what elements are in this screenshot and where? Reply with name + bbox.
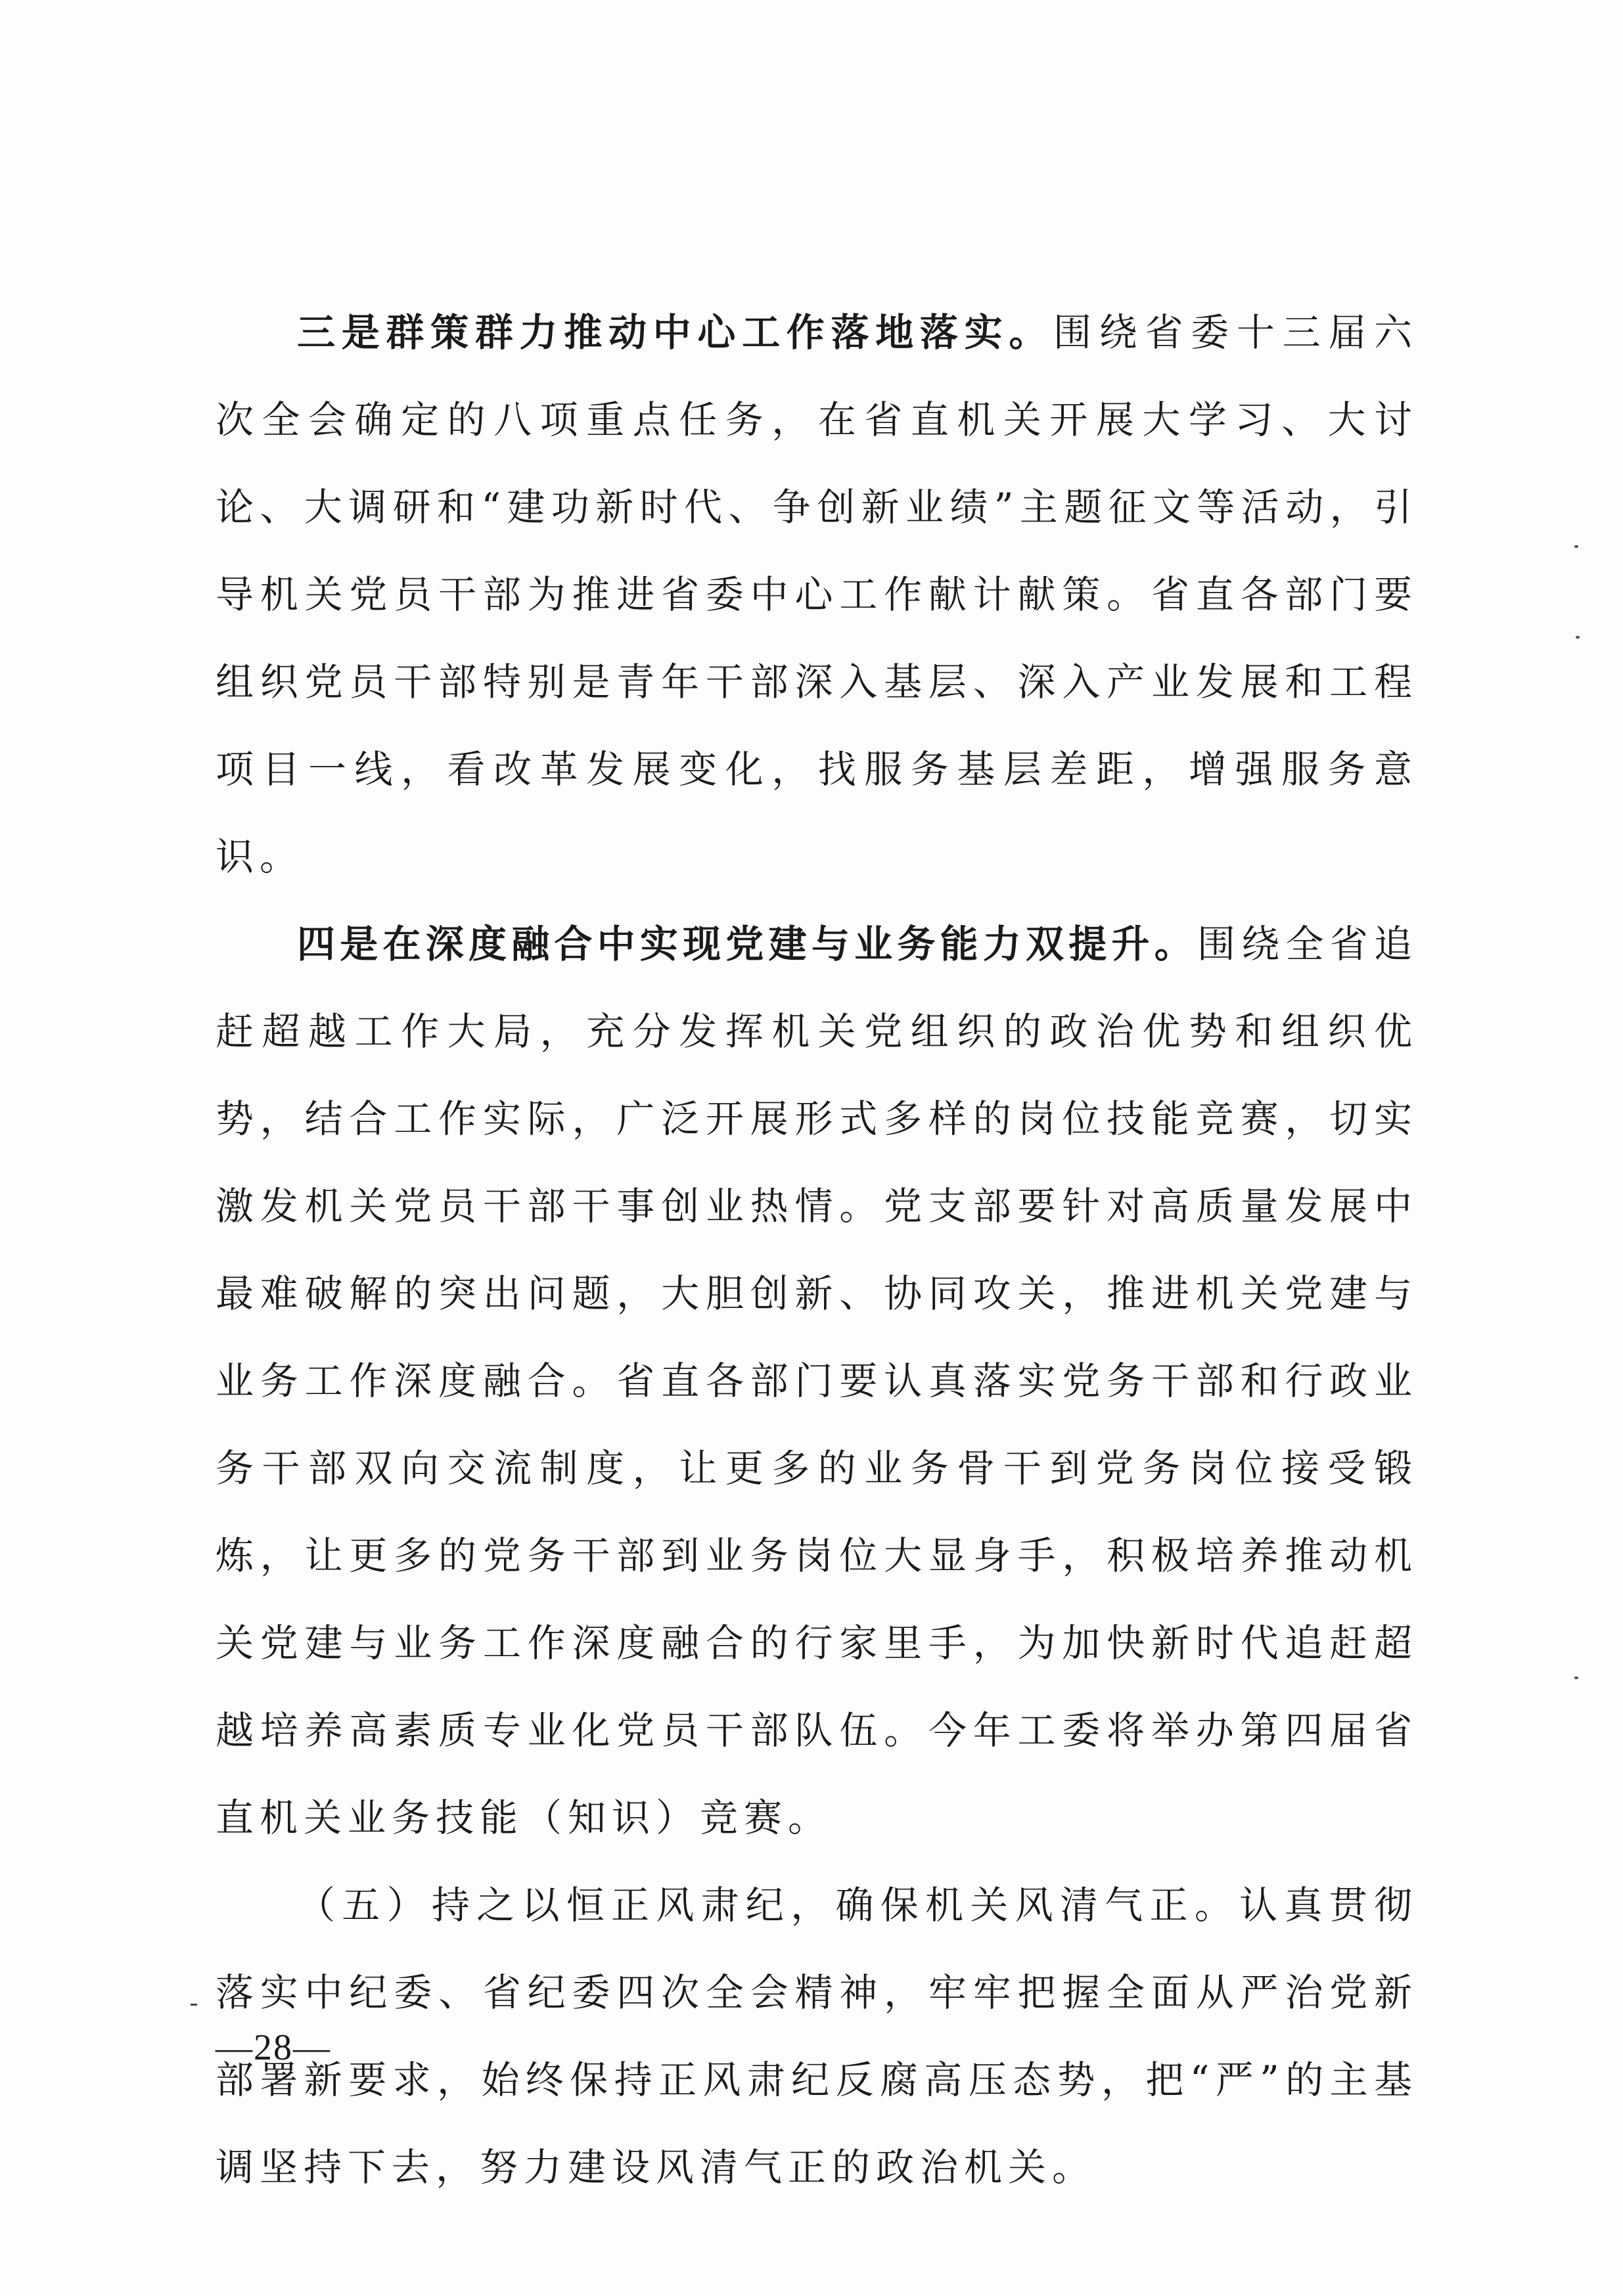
scan-dash-mark: [191, 2004, 197, 2006]
scan-speck-mark: [1576, 636, 1580, 639]
paragraph-three-body: 围绕省委十三届六次全会确定的八项重点任务，在省直机关开展大学习、大讨论、大调研和“建功新时代、争创新业绩”主题征文等活动，引导机关党员干部为推进省委中心工作献计献策。省直各部门要组织党员干部特别是青年干部深入基层、深入产业发展和工程项目一线，看改革发展变化，找服务基层差距，增强服务意识。: [216, 310, 1418, 879]
paragraph-three: [216, 289, 1418, 901]
paragraph-four: [216, 901, 1418, 1862]
scan-speck-mark: [1574, 545, 1578, 548]
page-number: —28—: [216, 2027, 331, 2068]
document-body: [216, 289, 1418, 2211]
paragraph-four-body: 围绕全省追赶超越工作大局，充分发挥机关党组织的政治优势和组织优势，结合工作实际，广泛开展形式多样的岗位技能竞赛，切实激发机关党员干部干事创业热情。党支部要针对高质量发展中最难破解的突出问题，大胆创新、协同攻关，推进机关党建与业务工作深度融合。省直各部门要认真落实党务干部和行政业务干部双向交流制度，让更多的业务骨干到党务岗位接受锻炼，让更多的党务干部到业务岗位大显身手，积极培养推动机关党建与业务工作深度融合的行家里手，为加快新时代追赶超越培养高素质专业化党员干部队伍。今年工委将举办第四届省直机关业务技能（知识）竞赛。: [216, 922, 1418, 1840]
paragraph-five-body: （五）持之以恒正风肃纪，确保机关风清气正。认真贯彻落实中纪委、省纪委四次全会精神，牢牢把握全面从严治党新部署新要求，始终保持正风肃纪反腐高压态势，把“严”的主基调坚持下去，努力建设风清气正的政治机关。: [216, 1883, 1418, 2190]
paragraph-five: [216, 1862, 1418, 2211]
scan-speck-mark: [1574, 1677, 1578, 1679]
paragraph-four-lead: 四是在深度融合中实现党建与业务能力双提升。: [297, 922, 1198, 966]
paragraph-three-lead: 三是群策群力推动中心工作落地落实。: [297, 310, 1054, 355]
